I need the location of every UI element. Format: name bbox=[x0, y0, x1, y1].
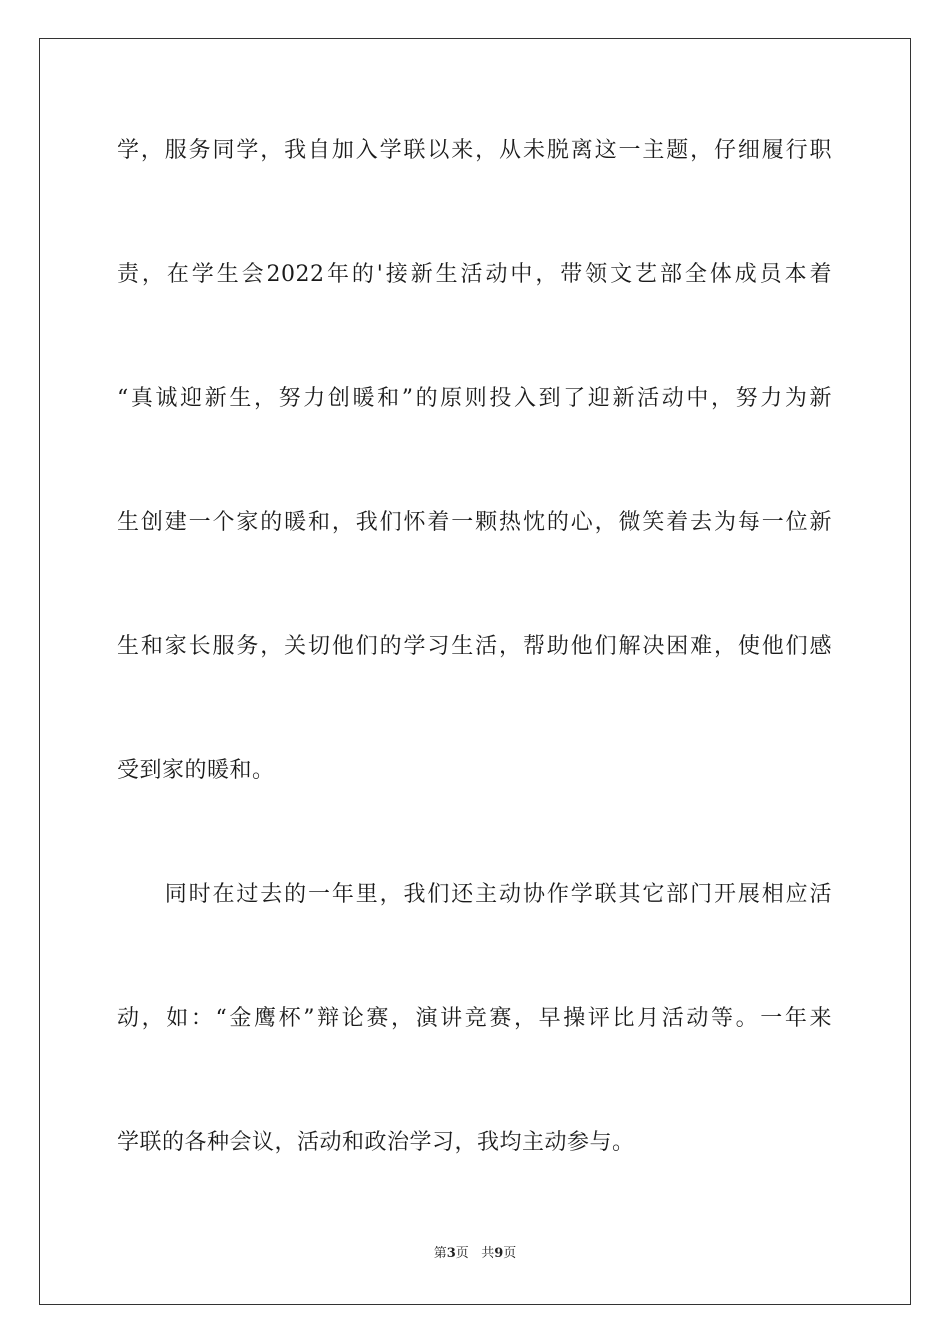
text-line: 生创建一个家的暖和，我们怀着一颗热忱的心，微笑着去为每一位新 bbox=[117, 510, 832, 535]
text-line: 学联的各种会议，活动和政治学习，我均主动参与。 bbox=[117, 1130, 635, 1155]
text-line: 同时在过去的一年里，我们还主动协作学联其它部门开展相应活 bbox=[117, 882, 832, 907]
page-total: 9 bbox=[494, 1246, 504, 1261]
text-line: “真诚迎新生，努力创暖和”的原则投入到了迎新活动中，努力为新 bbox=[117, 386, 832, 411]
total-suffix: 页 bbox=[503, 1246, 517, 1261]
total-prefix: 共 bbox=[481, 1246, 495, 1261]
text-line: 学，服务同学，我自加入学联以来，从未脱离这一主题，仔细履行职 bbox=[117, 138, 832, 163]
page-frame bbox=[39, 38, 911, 1305]
text-line: 受到家的暖和。 bbox=[117, 758, 275, 783]
text-line: 生和家长服务，关切他们的学习生活，帮助他们解决困难，使他们感 bbox=[117, 634, 832, 659]
page-suffix: 页 bbox=[455, 1246, 469, 1261]
text-line: 责，在学生会2022年的'接新生活动中，带领文艺部全体成员本着 bbox=[117, 262, 832, 287]
page-prefix: 第 bbox=[433, 1246, 447, 1261]
page-footer bbox=[0, 1245, 950, 1263]
page-current: 3 bbox=[446, 1246, 456, 1261]
text-line: 动，如：“金鹰杯”辩论赛，演讲竞赛，早操评比月活动等。一年来 bbox=[117, 1006, 832, 1031]
